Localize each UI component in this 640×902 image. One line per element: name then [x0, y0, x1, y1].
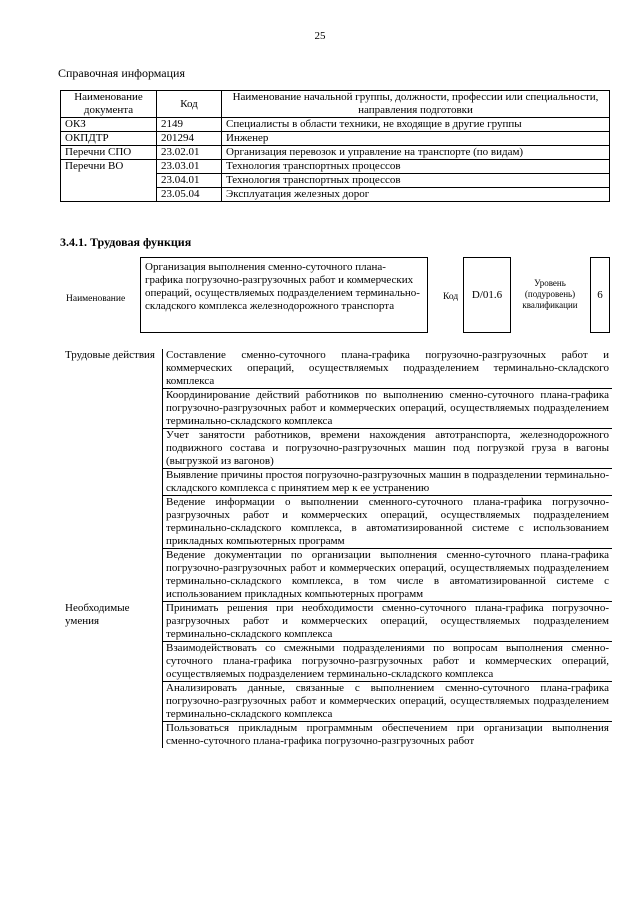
header-group-name: Наименование начальной группы, должности, профессии или специальности, направления подготовки [222, 91, 610, 118]
table-row [61, 188, 610, 202]
table-row [61, 160, 610, 174]
section-title: 3.4.1. Трудовая функция [60, 235, 192, 249]
code-cell: 23.02.01 [157, 146, 222, 160]
labor-action-item: Ведение документации по организации выполнения сменно-суточного плана-графика погрузочно-разгрузочных работ и коммерческих операций, осуществляемых подразделением терминально-складского комплекса, в том числе в автоматизированной системе с использованием прикладных компьютерных программ [163, 549, 613, 602]
reference-table [60, 90, 610, 202]
skill-item: Взаимодействовать со смежными подразделениями по вопросам выполнения сменно-суточного плана-графика погрузочно-разгрузочных работ и коммерческих операций, осуществляемых подразделением терминально-складского комплекса [163, 642, 613, 682]
skill-item: Анализировать данные, связанные с выполнением сменно-суточного плана-графика погрузочно-разгрузочных работ и коммерческих операций, осуществляемых подразделением терминально-складского комплекса [163, 682, 613, 722]
labor-action-item: Составление сменно-суточного плана-графика погрузочно-разгрузочных работ и коммерческих операций, осуществляемых подразделением терминально-складского комплекса [163, 349, 613, 389]
table-row [61, 174, 610, 188]
name-cell: Эксплуатация железных дорог [222, 188, 610, 202]
reference-title: Справочная информация [58, 66, 185, 80]
labor-action-item: Учет занятости работников, времени нахождения автотранспорта, железнодорожного подвижного состава и погрузочно-разгрузочных машин под погрузкой груза в вагоны (выгрузкой из вагонов) [163, 429, 613, 469]
table-row [60, 349, 612, 389]
header-code: Код [157, 91, 222, 118]
labor-action-item: Выявление причины простоя погрузочно-разгрузочных машин в подразделении терминально-складского комплекса с принятием мер к ее устранению [163, 469, 613, 496]
name-label: Наименование [66, 294, 126, 304]
page-number: 25 [314, 30, 326, 42]
name-cell: Инженер [222, 132, 610, 146]
name-cell: Специалисты в области техники, не входящие в другие группы [222, 118, 610, 132]
code-cell: 23.05.04 [157, 188, 222, 202]
qualification-level: 6 [590, 257, 610, 333]
doc-cell: ОКЗ [61, 118, 157, 132]
table-row [61, 132, 610, 146]
code-cell: 23.03.01 [157, 160, 222, 174]
doc-cell [61, 174, 157, 188]
name-cell: Организация перевозок и управление на транспорте (по видам) [222, 146, 610, 160]
doc-cell: ОКПДТР [61, 132, 157, 146]
code-cell: 201294 [157, 132, 222, 146]
code-label: Код [443, 292, 459, 302]
code-cell: 2149 [157, 118, 222, 132]
labor-actions-label: Трудовые действия [60, 349, 163, 602]
labor-action-item: Ведение информации о выполнении сменного-суточного плана-графика погрузочно-разгрузочных работ и коммерческих операций, осуществляемых подразделением терминально-складского комплекса, в автоматизированной системе с использованием прикладных компьютерных программ [163, 496, 613, 549]
doc-cell: Перечни ВО [61, 160, 157, 174]
function-code: D/01.6 [463, 257, 511, 333]
doc-cell [61, 188, 157, 202]
level-label: Уровень (подуровень) квалификации [522, 278, 578, 310]
name-cell: Технология транспортных процессов [222, 174, 610, 188]
skills-label: Необходимые умения [60, 602, 163, 749]
labor-action-item: Координирование действий работников по выполнению сменно-суточного плана-графика погрузочно-разгрузочных работ и коммерческих операций, осуществляемых подразделением терминально-складского комплекса [163, 389, 613, 429]
header-doc-name: Наименование документа [61, 91, 157, 118]
skill-item: Принимать решения при необходимости сменно-суточного плана-графика погрузочно-разгрузочных работ и коммерческих операций, осуществляемых подразделением терминально-складского комплекса [163, 602, 613, 642]
reference-header-row [61, 91, 610, 118]
table-row [60, 602, 612, 642]
skill-item: Пользоваться прикладным программным обеспечением при организации выполнения сменно-суточного плана-графика погрузочно-разгрузочных работ [166, 722, 609, 747]
doc-cell: Перечни СПО [61, 146, 157, 160]
labor-table [60, 349, 612, 748]
name-cell: Технология транспортных процессов [222, 160, 610, 174]
function-name: Организация выполнения сменно-суточного плана-графика погрузочно-разгрузочных работ и коммерческих операций, осуществляемых подразделением терминально-складского комплекса железнодорожного транспорта [140, 257, 428, 333]
table-row [61, 146, 610, 160]
table-row [61, 118, 610, 132]
code-cell: 23.04.01 [157, 174, 222, 188]
